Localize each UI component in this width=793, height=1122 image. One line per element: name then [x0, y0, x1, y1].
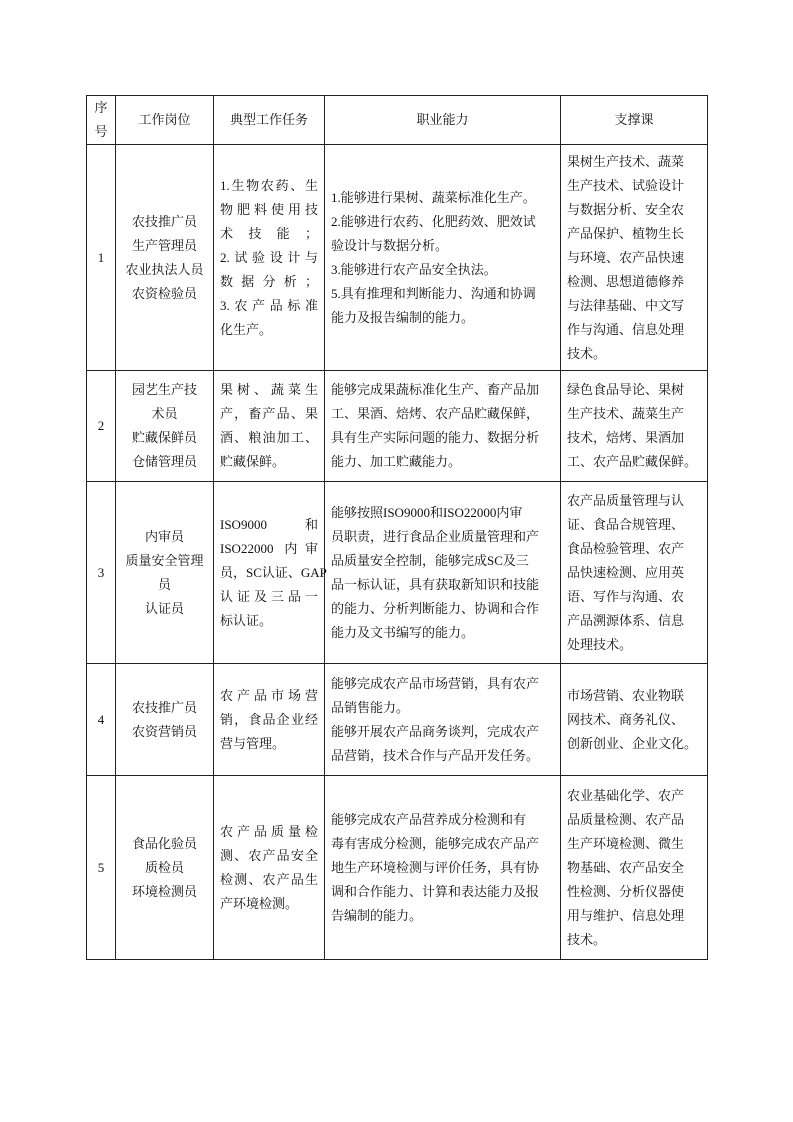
cell-line: 工作岗位 — [138, 112, 191, 127]
cell-line: 能够完成果蔬标准化生产、畜产品加 — [331, 382, 540, 397]
cell-line: 生产技术、试验设计 — [567, 177, 685, 193]
cell-line: 品质量检测、农产品 — [567, 811, 685, 827]
cell-line: 生产管理员 — [131, 237, 197, 253]
cell-line: 员 — [157, 576, 171, 592]
curriculum-table — [86, 95, 708, 960]
cell-line: 农资检验员 — [131, 285, 197, 301]
cell-positions — [116, 664, 214, 776]
cell-line: 技术。 — [567, 931, 607, 947]
cell-line: 环境检测员 — [131, 883, 197, 899]
cell-tasks — [214, 482, 325, 664]
cell-line: 员，SC认证、GAP — [220, 564, 327, 580]
cell-line: 化生产。 — [220, 321, 273, 337]
cell-line: 的能力、分析判断能力、协调和合作 — [331, 600, 540, 616]
cell-line: 质量安全管理 — [125, 552, 204, 568]
cell-line: 农技推广员 — [131, 699, 197, 715]
cell-line: 1.能够进行果树、蔬菜标准化生产。 — [331, 189, 536, 205]
row-index — [87, 145, 116, 371]
cell-line: 术技能； — [220, 225, 318, 241]
cell-positions — [116, 482, 214, 664]
header-abilities — [325, 96, 561, 145]
cell-line: 工、农产品贮藏保鲜。 — [567, 454, 698, 469]
cell-line: 物基础、农产品安全 — [567, 859, 685, 875]
cell-line: 农业基础化学、农产 — [567, 787, 685, 803]
cell-courses — [561, 371, 708, 482]
cell-line: 工、果酒、焙烤、农产品贮藏保鲜， — [331, 406, 540, 421]
cell-line: 员职责，进行食品企业质量管理和产 — [331, 528, 540, 544]
row-index — [87, 371, 116, 482]
cell-line: 检测、思想道德修养 — [567, 273, 685, 289]
cell-line: 品质量安全控制，能够完成SC及三 — [331, 552, 529, 568]
cell-line: 5.具有推理和判断能力、沟通和协调 — [331, 285, 536, 301]
row-index — [87, 776, 116, 960]
cell-line: 内审员 — [144, 528, 184, 544]
cell-line: 3 — [97, 564, 105, 580]
cell-line: 绿色食品导论、果树 — [567, 382, 685, 397]
cell-line: 用与维护、信息处理 — [567, 907, 685, 923]
header-courses — [561, 96, 708, 145]
cell-line: 农产品质量检 — [220, 823, 318, 839]
cell-line: 网技术、商务礼仪、 — [567, 711, 685, 727]
cell-abilities — [325, 482, 561, 664]
cell-courses — [561, 482, 708, 664]
cell-line: 与法律基础、中文写 — [567, 297, 685, 313]
header-position — [116, 96, 214, 145]
cell-line: 测、农产品安全 — [220, 847, 318, 863]
cell-line: 5 — [97, 859, 105, 875]
cell-abilities — [325, 664, 561, 776]
cell-line: ISO22000 内审 — [220, 540, 318, 556]
cell-line: 语、写作与沟通、农 — [567, 588, 685, 604]
cell-line: 能力、加工贮藏能力。 — [331, 454, 462, 469]
cell-courses — [561, 145, 708, 371]
cell-line: 调和合作能力、计算和表达能力及报 — [331, 883, 540, 899]
cell-line: 品营销，技术合作与产品开发任务。 — [331, 747, 540, 763]
cell-line: 具有生产实际问题的能力、数据分析 — [331, 430, 540, 445]
cell-tasks — [214, 145, 325, 371]
cell-line: ISO9000 和 — [220, 516, 318, 532]
cell-abilities — [325, 371, 561, 482]
cell-abilities — [325, 145, 561, 371]
cell-line: 地生产环境检测与评价任务，具有协 — [331, 859, 540, 875]
cell-line: 农产品市场营 — [220, 687, 318, 703]
cell-line: 典型工作任务 — [229, 112, 308, 127]
cell-line: 认证及三品一 — [220, 588, 318, 604]
cell-courses — [561, 664, 708, 776]
cell-line: 能够完成农产品营养成分检测和有 — [331, 811, 527, 827]
cell-line: 数据分析； — [220, 273, 318, 289]
cell-line: 贮藏保鲜。 — [220, 454, 286, 469]
cell-line: 2 — [97, 418, 105, 433]
header-index — [87, 96, 116, 145]
cell-line: 贮藏保鲜员 — [131, 430, 197, 445]
cell-line: 技术，焙烤、果酒加 — [567, 430, 685, 445]
cell-line: 标认证。 — [220, 612, 273, 628]
cell-line: 物肥料使用技 — [220, 201, 318, 217]
cell-line: 营与管理。 — [220, 735, 286, 751]
table-row — [87, 776, 708, 960]
cell-line: 3.农产品标准 — [220, 297, 318, 313]
cell-line: 处理技术。 — [567, 636, 633, 652]
cell-line: 食品化验员 — [131, 835, 197, 851]
cell-line: 毒有害成分检测，能够完成农产品产 — [331, 835, 540, 851]
table-row — [87, 482, 708, 664]
cell-line: 4 — [97, 711, 105, 727]
cell-line: 技术。 — [567, 345, 607, 361]
cell-line: 职业能力 — [416, 112, 469, 127]
cell-line: 生产环境检测、微生 — [567, 835, 685, 851]
cell-line: 品销售能力。 — [331, 699, 410, 715]
cell-line: 质检员 — [144, 859, 184, 875]
cell-line: 验设计与数据分析。 — [331, 237, 449, 253]
cell-line: 能够按照ISO9000和ISO22000内审 — [331, 504, 523, 520]
cell-line: 产环境检测。 — [220, 895, 299, 911]
cell-line: 生产技术、蔬菜生产 — [567, 406, 685, 421]
cell-positions — [116, 371, 214, 482]
cell-line: 2.能够进行农药、化肥药效、肥效试 — [331, 213, 536, 229]
cell-positions — [116, 776, 214, 960]
table-row — [87, 145, 708, 371]
table-header-row — [87, 96, 708, 145]
cell-line: 性检测、分析仪器使 — [567, 883, 685, 899]
cell-line: 能力及报告编制的能力。 — [331, 309, 475, 325]
cell-line: 作与沟通、信息处理 — [567, 321, 685, 337]
cell-line: 号 — [94, 124, 108, 139]
cell-line: 与数据分析、安全农 — [567, 201, 685, 217]
cell-line: 酒、粮油加工、 — [220, 430, 318, 445]
cell-tasks — [214, 664, 325, 776]
cell-line: 品快速检测、应用英 — [567, 564, 685, 580]
row-index — [87, 664, 116, 776]
cell-line: 产品保护、植物生长 — [567, 225, 685, 241]
cell-line: 1.生物农药、生 — [220, 177, 318, 193]
cell-line: 农业执法人员 — [125, 261, 204, 277]
cell-line: 1 — [97, 249, 105, 265]
cell-tasks — [214, 776, 325, 960]
cell-positions — [116, 145, 214, 371]
cell-tasks — [214, 371, 325, 482]
cell-line: 果树生产技术、蔬菜 — [567, 153, 685, 169]
cell-line: 仓储管理员 — [131, 454, 197, 469]
cell-line: 与环境、农产品快速 — [567, 249, 685, 265]
cell-line: 检测、农产品生 — [220, 871, 318, 887]
cell-line: 产，畜产品、果 — [220, 406, 318, 421]
cell-line: 食品检验管理、农产 — [567, 540, 685, 556]
cell-line: 证、食品合规管理、 — [567, 516, 685, 532]
cell-line: 告编制的能力。 — [331, 907, 423, 923]
cell-line: 支撑课 — [614, 112, 654, 127]
table-row — [87, 371, 708, 482]
cell-line: 市场营销、农业物联 — [567, 687, 685, 703]
cell-line: 能力及文书编写的能力。 — [331, 624, 475, 640]
cell-line: 2.试验设计与 — [220, 249, 318, 265]
cell-line: 农技推广员 — [131, 213, 197, 229]
cell-line: 创新创业、企业文化。 — [567, 735, 698, 751]
cell-line: 能够完成农产品市场营销，具有农产 — [331, 675, 540, 691]
cell-line: 销，食品企业经 — [220, 711, 318, 727]
header-tasks — [214, 96, 325, 145]
row-index — [87, 482, 116, 664]
cell-line: 能够开展农产品商务谈判，完成农产 — [331, 723, 540, 739]
cell-line: 3.能够进行农产品安全执法。 — [331, 261, 497, 277]
cell-line: 产品溯源体系、信息 — [567, 612, 685, 628]
table-row — [87, 664, 708, 776]
cell-line: 果树、蔬菜生 — [220, 382, 318, 397]
cell-line: 认证员 — [144, 600, 184, 616]
cell-abilities — [325, 776, 561, 960]
cell-line: 品一标认证，具有获取新知识和技能 — [331, 576, 540, 592]
cell-line: 术员 — [151, 406, 178, 421]
cell-line: 序 — [94, 100, 108, 115]
cell-line: 农资营销员 — [131, 723, 197, 739]
cell-line: 农产品质量管理与认 — [567, 492, 685, 508]
cell-courses — [561, 776, 708, 960]
cell-line: 园艺生产技 — [131, 382, 197, 397]
